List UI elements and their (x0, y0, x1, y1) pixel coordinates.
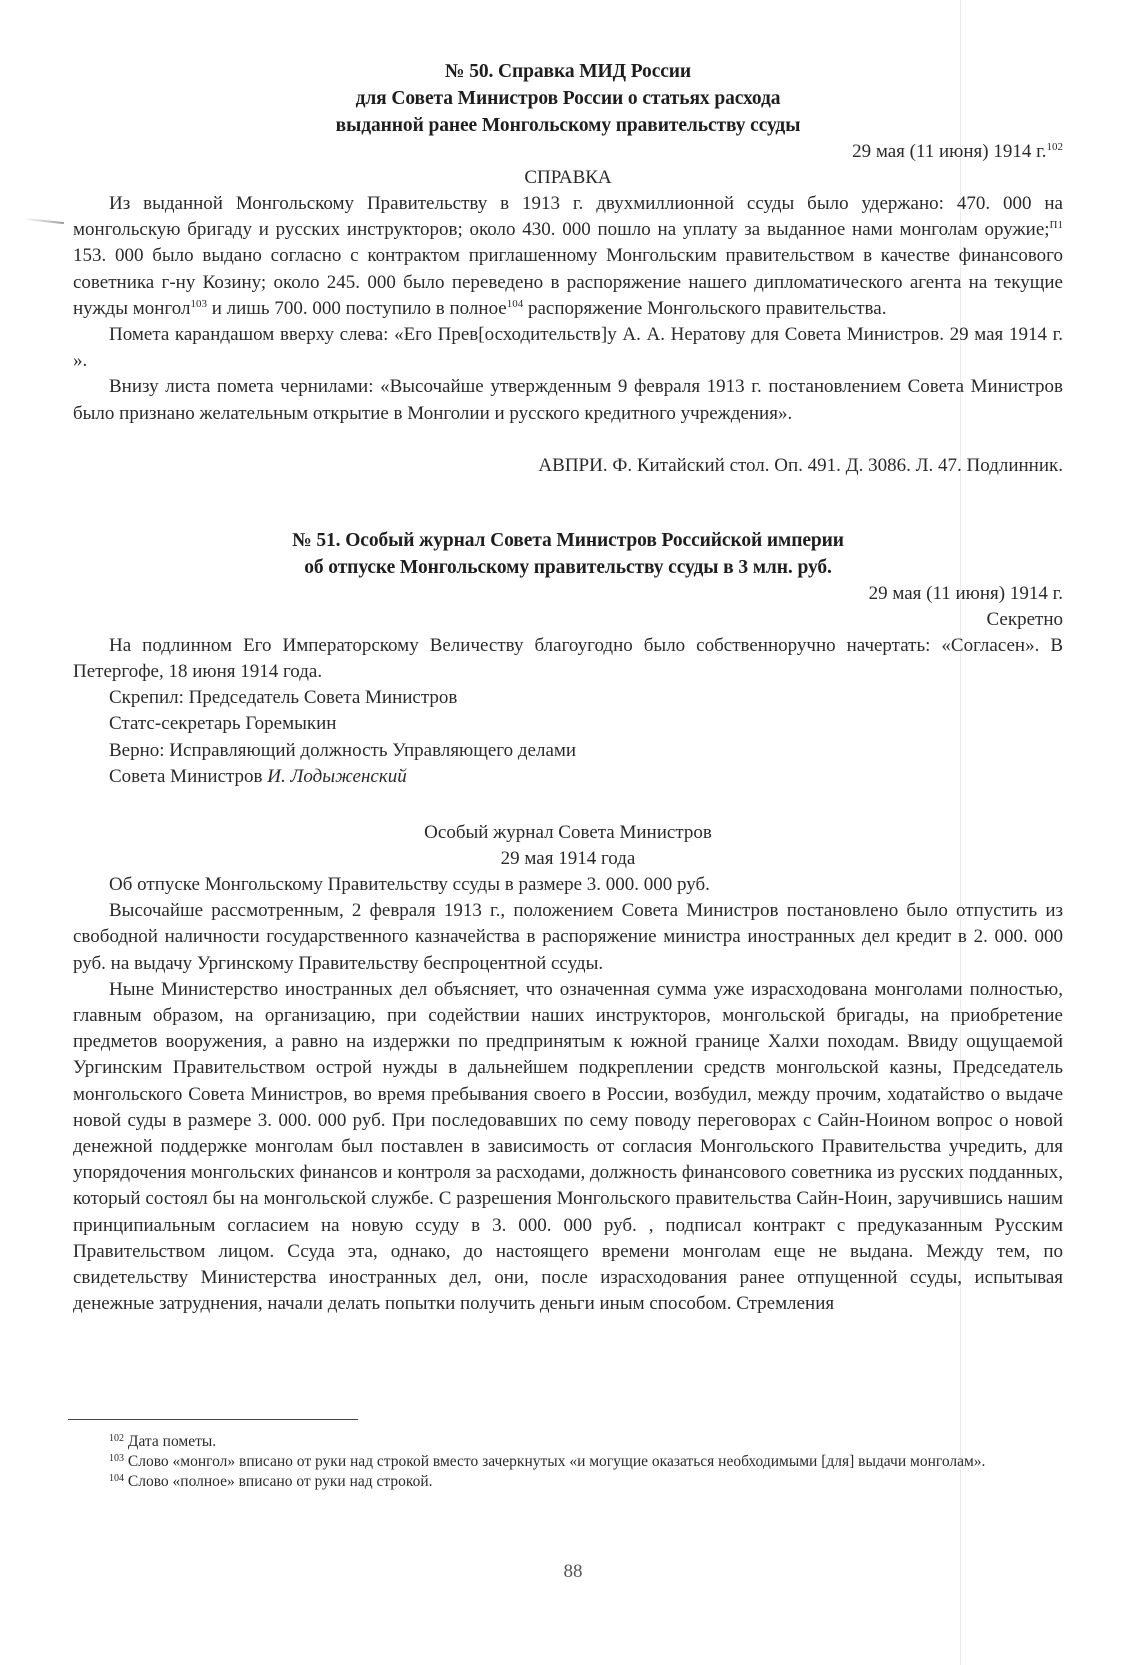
doc51-journal-date: 29 мая 1914 года (500, 848, 636, 870)
doc50-date-text: 29 мая (11 июня) 1914 г. (852, 141, 1047, 162)
doc50-title-line-1: № 50. Справка МИД России (444, 61, 692, 82)
footnote-separator (68, 1419, 358, 1420)
doc50-p1-text-2: 153. 000 было выдано согласно с контрактом приглашенному Монгольским правительством в качестве финансового советника г-ну Козину; около 245. 000 было переведено в распоряжение нашего дипломатического агента на текущие нужды монгол (73, 245, 1063, 319)
doc51-signature-line-4 (73, 764, 1063, 790)
footnote-ref-103[interactable]: 103 (190, 297, 207, 310)
doc50-p1-text-4: распоряжение Монгольского правительства. (523, 297, 887, 319)
footnote-number: 104 (109, 1473, 124, 1484)
doc50-heading: СПРАВКА (524, 167, 612, 188)
footnote-number: 103 (109, 1453, 124, 1464)
footnote-102 (73, 1432, 1063, 1452)
page-number: 88 (563, 1561, 583, 1582)
footnote-ref-104[interactable]: 104 (506, 297, 524, 310)
doc51-date: 29 мая (11 июня) 1914 г. (868, 582, 1063, 604)
footnote-ref-102[interactable]: 102 (1046, 141, 1063, 153)
doc51-paragraph-2: Ныне Министерство иностранных дел объясняет, что означенная сумма уже израсходована монголами полностью, главным образом, на организацию, при содействии наших инструкторов, монгольской бригады, на приобретение предметов вооружения, а равно на издержки по предпринятым к южной границе Халхи походам. Ввиду ощущаемой Ургинским Правительством острой нужды в дальнейшем подкреплении средств монгольской казны, Председатель монгольского Совета Министров, во время пребывания своего в России, возбудил, между прочим, ходатайство о выдаче новой суды в размере 3. 000. 000 руб. При последовавших по сему поводу переговорах с Сайн-Ноином вопрос о новой денежной поддержке монголам был поставлен в зависимость от согласия Монгольского Правительства учредить, для упорядочения монгольских финансов и контроля за расходами, должность финансового советника из русских подданных, который состоял бы на монгольской службе. С разрешения Монгольского правительства Сайн-Ноин, заручившись нашим принципиальным согласием на новую ссуду в 3. 000. 000 руб. , подписал контракт с предуказанным Русским Правительством лицом. Ссуда эта, однако, до настоящего времени монголам еще не выдана. Между тем, по свидетельству Министерства иностранных дел, они, после израсходования ранее отпущенной ссуды, испытывая денежные затруднения, начали делать попытки получить деньги иным способом. Стремления (73, 978, 1063, 1315)
doc50-archive-reference: АВПРИ. Ф. Китайский стол. Оп. 491. Д. 3086. Л. 47. Подлинник. (538, 454, 1063, 476)
doc50-paragraph-3: Внизу листа помета чернилами: «Высочайше утвержденным 9 февраля 1913 г. постановлением Совета Министров было признано желательным открытие в Монголии и русского кредитного учреждения». (73, 376, 1063, 424)
doc51-signature-prefix: Совета Министров (109, 765, 268, 787)
doc51-signatory-name: И. Лодыженский (267, 765, 407, 787)
doc51-signature-line-3: Верно: Исправляющий должность Управляющего делами (109, 739, 577, 761)
section-divider-space (73, 479, 1063, 527)
footnote-text: Слово «полное» вписано от руки над строкой. (124, 1473, 433, 1490)
footnote-104 (73, 1472, 1063, 1492)
document-50 (73, 58, 1063, 479)
doc50-title (73, 58, 1063, 139)
doc51-imperial-note: На подлинном Его Императорскому Величеству благоугодно было собственноручно начертать: «Согласен». В Петергофе, 18 июня 1914 года. (73, 634, 1063, 683)
doc51-signature-line-2: Статс-секретарь Горемыкин (109, 713, 337, 735)
doc51-subject: Об отпуске Монгольскому Правительству ссуды в размере 3. 000. 000 руб. (109, 874, 710, 896)
doc51-title-line-2: об отпуске Монгольскому правительству ссуды в 3 млн. руб. (304, 556, 832, 578)
doc51-title (73, 527, 1063, 581)
scan-mark (24, 218, 64, 224)
document-51 (73, 527, 1063, 1318)
spacer (73, 790, 1063, 820)
doc51-journal-heading: Особый журнал Совета Министров (424, 822, 712, 844)
doc50-date (73, 139, 1063, 165)
page-content (73, 58, 1063, 1318)
doc50-paragraph-1 (73, 191, 1063, 322)
doc51-title-line-1: № 51. Особый журнал Совета Министров Российской империи (292, 529, 844, 551)
footnotes (73, 1432, 1063, 1492)
doc50-paragraph-2: Помета карандашом вверху слева: «Его Прев[осходительств]у А. А. Нератову для Совета Министров. 29 мая 1914 г. ». (73, 324, 1063, 372)
footnote-text: Слово «монгол» вписано от руки над строкой вместо зачеркнутых «и могущие оказаться необходимыми [для] выдачи монголам». (124, 1453, 986, 1470)
doc51-paragraph-1: Высочайше рассмотренным, 2 февраля 1913 г., положением Совета Министров постановлено было отпустить из свободной наличности государственного казначейства в распоряжение министра иностранных дел кредит в 2. 000. 000 руб. на выдачу Ургинскому Правительству беспроцентной ссуды. (73, 900, 1063, 974)
footnote-103 (73, 1452, 1063, 1472)
footnote-text: Дата пометы. (124, 1433, 217, 1450)
doc50-title-line-2: для Совета Министров России о статьях расхода (355, 88, 781, 109)
footnote-ref-p1[interactable]: П1 (1049, 219, 1063, 232)
footnote-number: 102 (109, 1433, 124, 1444)
doc51-classification: Секретно (986, 608, 1063, 630)
doc51-signature-line-1: Скрепил: Председатель Совета Министров (109, 687, 458, 709)
doc50-title-line-3: выданной ранее Монгольскому правительству ссуды (335, 115, 801, 136)
doc50-p1-text-1: Из выданной Монгольскому Правительству в 1913 г. двухмиллионной ссуды было удержано: 470. 000 на монгольскую бригаду и русских инструкторов; около 430. 000 пошло на уплату за выданное нами монголам оружие; (73, 193, 1063, 241)
doc50-p1-text-3: и лишь 700. 000 поступило в полное (206, 297, 507, 319)
